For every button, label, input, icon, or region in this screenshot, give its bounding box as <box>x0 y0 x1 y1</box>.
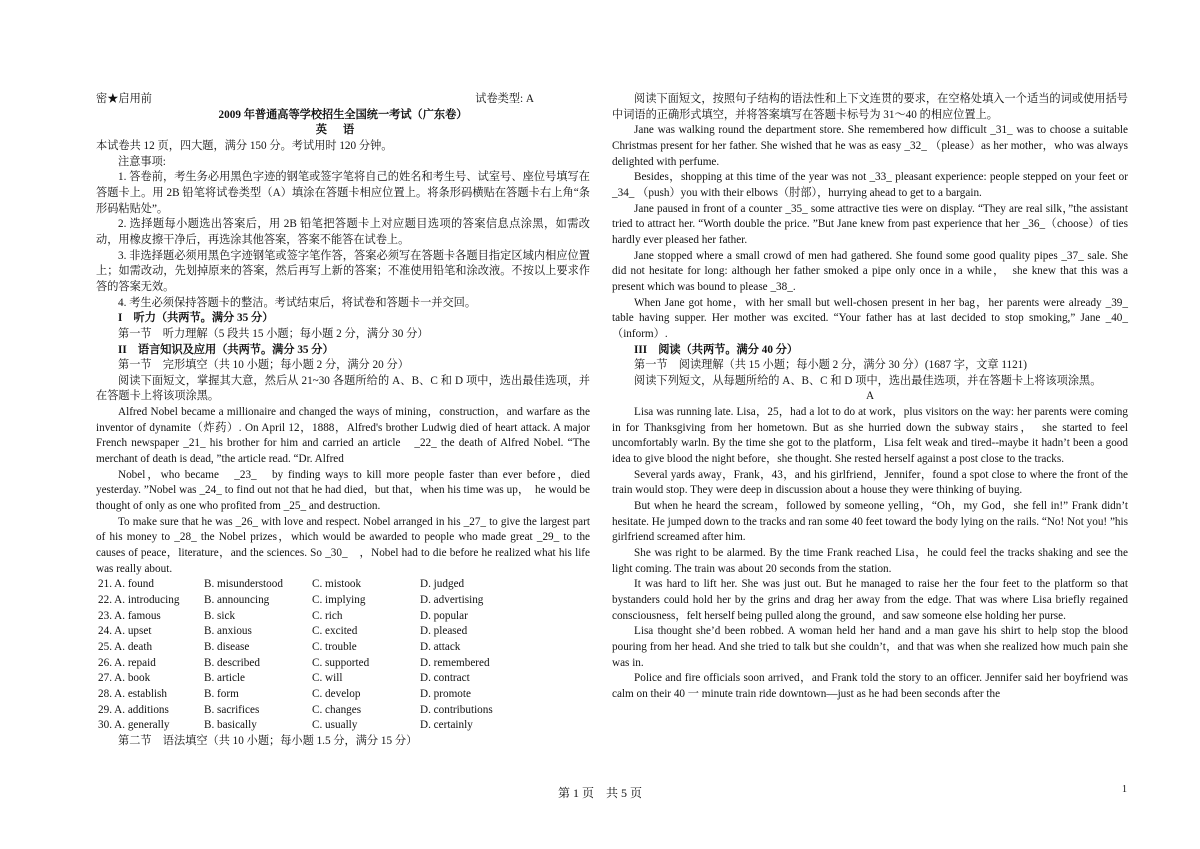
option-d: D. certainly <box>420 719 473 732</box>
part3-heading: III 阅读（共两节。满分 40 分） <box>634 343 799 356</box>
subject-title: 英语 <box>315 124 371 137</box>
option-d: D. promote <box>420 687 471 700</box>
part1-heading: I 听力（共两节。满分 35 分） <box>118 312 274 325</box>
option-d: D. advertising <box>420 594 484 606</box>
option-c: C. excited <box>312 625 358 638</box>
part2-heading: II 语言知识及应用（共两节。满分 35 分） <box>118 343 334 356</box>
reading-instructions: 阅读下列短文，从每题所给的 A、B、C 和 D 项中，选出最佳选项，并在答题卡上将该项涂黑。 <box>634 374 1102 387</box>
option-row <box>98 687 530 703</box>
option-a: 21. A. found <box>98 578 154 591</box>
option-a: 27. A. book <box>98 672 151 685</box>
option-row <box>98 671 530 687</box>
passage-paragraph-5: It was hard to lift her. She was just out. But he managed to raise her the four feet to the platform so that bystanders could hold her by the grins and drag her away from the edge. That was where Lisa briefly regained consciousness，felt herself being pulled along the ground，and saw someone else holding her purse. <box>612 578 1128 622</box>
cloze-instructions: 阅读下面短文，掌握其大意，然后从 21~30 各题所给的 A、B、C 和 D 项中，选出最佳选项，并在答题卡上将该项涂黑。 <box>96 374 590 403</box>
option-row <box>98 609 530 625</box>
grammar-paragraph-1: Jane was walking round the department store. She remembered how difficult _31_ was to choose a suitable Christmas present for her father. She wished that he was as easy _32_ （please）as her mother，who was always delighted with perfume. <box>612 124 1128 168</box>
passage-label: A <box>865 390 875 403</box>
part3-section1: 第一节 阅读理解（共 15 小题；每小题 2 分，满分 30 分）(1687 字，文章 1121) <box>634 359 1028 372</box>
option-a: 22. A. introducing <box>98 594 180 606</box>
paper-type: 试卷类型: A <box>475 93 534 105</box>
option-c: C. usually <box>312 719 358 732</box>
right-column <box>612 92 1128 703</box>
option-d: D. contributions <box>420 703 493 716</box>
option-c: C. changes <box>312 703 362 716</box>
exam-summary: 本试卷共 12 页，四大题，满分 150 分。考试用时 120 分钟。 <box>96 139 393 152</box>
grammar-paragraph-4: Jane stopped where a small crowd of men had gathered. She found some good quality pipes _37_ sale. She did not hesitate for long: although her father smoked a pipe only once in a while， she knew that this was a present which was bound to please _38_. <box>612 249 1128 293</box>
exam-title: 2009 年普通高等学校招生全国统一考试（广东卷） <box>218 108 468 121</box>
option-row <box>98 656 530 672</box>
option-c: C. develop <box>312 687 361 700</box>
option-row <box>98 593 530 609</box>
page-number: 1 <box>1122 784 1127 795</box>
notes-title: 注意事项: <box>118 155 166 168</box>
part1-section1: 第一节 听力理解（5 段共 15 小题；每小题 2 分，满分 30 分） <box>118 327 429 340</box>
option-c: C. will <box>312 672 343 685</box>
cloze-paragraph-1: Alfred Nobel became a millionaire and changed the ways of mining，construction，and warfare as the inventor of dynamite（炸药）. On April 12，1888，Alfred's brother Ludwig died of heart attack. A major French newspaper _21_ his brother for him and carried an article _22_ the death of Alfred Nobel. “The merchant of death is dead, ”the article read. “Dr. Alfred <box>96 406 590 466</box>
option-b: B. form <box>204 687 239 700</box>
grammar-instructions: 阅读下面短文，按照句子结构的语法性和上下文连贯的要求，在空格处填入一个适当的词或使用括号中词语的正确形式填空，并将答案填写在答题卡标号为 31～40 的相应位置上。 <box>612 93 1128 121</box>
option-a: 26. A. repaid <box>98 656 156 669</box>
option-row <box>98 718 530 734</box>
part2-section2: 第二节 语法填空（共 10 小题；每小题 1.5 分，满分 15 分） <box>118 734 418 747</box>
passage-paragraph-1: Lisa was running late. Lisa，25，had a lot to do at work，plus visitors on the way: her parents were coming in for Thanksgiving from her hometown. But as she hurried down the subway stairs， she started to feel uncomfortably warln. By the time she got to the platform，Lisa felt weak and tired--maybe it hadn’t been a good idea to give blood the night before，she thought. She rested herself against a post close to the tracks. <box>612 406 1128 466</box>
option-c: C. implying <box>312 594 366 606</box>
option-row <box>98 703 530 719</box>
note-4: 4. 考生必须保持答题卡的整洁。考试结束后，将试卷和答题卡一并交回。 <box>118 296 477 309</box>
option-b: B. sick <box>204 609 236 622</box>
option-b: B. described <box>204 656 260 669</box>
passage-paragraph-3: But when he heard the scream，followed by someone yelling，“Oh，my God，she fell in!” Frank didn’t hesitate. He jumped down to the tracks and ran some 40 feet toward the body lying on the rails. “No! Not you! ”his girlfriend screamed after him. <box>612 500 1128 544</box>
option-d: D. popular <box>420 609 468 622</box>
note-3: 3. 非选择题必须用黑色字迹钢笔或签字笔作答，答案必须写在答题卡各题目指定区域内相应位置上；如需改动，先划掉原来的答案，然后再写上新的答案；不准使用铅笔和涂改液。不按以上要求作答的答案无效。 <box>96 249 590 293</box>
option-row <box>98 624 530 640</box>
option-d: D. pleased <box>420 625 468 638</box>
option-a: 29. A. additions <box>98 703 169 716</box>
option-a: 30. A. generally <box>98 719 170 732</box>
option-b: B. announcing <box>204 594 270 606</box>
option-row <box>98 640 530 656</box>
grammar-paragraph-3: Jane paused in front of a counter _35_ some attractive ties were on display. “They are real silk，”the assistant tried to attract her. “Worth double the price. ”But Jane knew from past experience that her _36_（choose）of ties hardly ever pleased her father. <box>612 202 1128 246</box>
note-1: 1. 答卷前，考生务必用黑色字迹的钢笔或签字笔将自己的姓名和考生号、试室号、座位号填写在答题卡上。用 2B 铅笔将试卷类型（A）填涂在答题卡相应位置上。将条形码横贴在答题卡右上角“条形码粘贴处”。 <box>96 171 590 215</box>
option-a: 25. A. death <box>98 640 153 653</box>
passage-paragraph-4: She was right to be alarmed. By the time Frank reached Lisa，he could feel the tracks shaking and see the light coming. The train was about 20 seconds from the station. <box>612 547 1128 575</box>
page-footer: 第 1 页 共 5 页 <box>557 786 642 800</box>
option-c: C. mistook <box>312 578 362 591</box>
grammar-paragraph-2: Besides，shopping at this time of the year was not _33_ pleasant experience: people stepped on your feet or _34_ （push）you with their elbows（肘部），hurrying ahead to get to a bargain. <box>612 171 1128 199</box>
option-b: B. disease <box>204 640 250 653</box>
passage-paragraph-7: Police and fire officials soon arrived，and Frank told the story to an officer. Jennifer said her boyfriend was calm on their 40 一 minute train ride downtown—just as he had been seconds after the <box>612 672 1128 700</box>
page-header <box>96 92 590 108</box>
option-row <box>98 577 530 593</box>
option-b: B. anxious <box>204 625 252 638</box>
part2-section1: 第一节 完形填空（共 10 小题；每小题 2 分，满分 20 分） <box>118 359 409 372</box>
passage-paragraph-2: Several yards away，Frank，43，and his girlfriend，Jennifer，found a spot close to where the front of the train would stop. They were deep in discussion about a house they were thinking of buying. <box>612 468 1128 497</box>
note-2: 2. 选择题每小题选出答案后，用 2B 铅笔把答题卡上对应题目选项的答案信息点涂黑，如需改动，用橡皮擦干净后，再选涂其他答案，答案不能答在试卷上。 <box>96 218 590 246</box>
grammar-paragraph-5: When Jane got home，with her small but well-chosen present in her bag，her parents were already _39_ table having supper. Her mother was excited. “Your father has at last decided to stop smoking,” Jane _40_ （inform）. <box>612 296 1128 340</box>
option-b: B. sacrifices <box>204 703 260 716</box>
option-a: 23. A. famous <box>98 609 161 622</box>
option-d: D. contract <box>420 672 470 685</box>
option-b: B. misunderstood <box>204 578 283 591</box>
option-d: D. remembered <box>420 656 490 669</box>
left-column <box>96 92 590 750</box>
cloze-paragraph-2: Nobel，who became _23_ by finding ways to kill more people faster than ever before，died yesterday. ”Nobel was _24_ to find out not that he had died，but that，when his time was up， he would be thought of only as one who profited from _25_ and destruction. <box>96 468 590 513</box>
secret-label: 密★启用前 <box>96 93 152 105</box>
option-a: 28. A. establish <box>98 687 167 700</box>
passage-paragraph-6: Lisa thought she’d been robbed. A woman held her hand and a man gave his shirt to help stop the blood pouring from her head. And she tried to talk but she couldn’t，and that was when she realized how much pain she was in. <box>612 625 1128 669</box>
cloze-paragraph-3: To make sure that he was _26_ with love and respect. Nobel arranged in his _27_ to give the largest part of his money to _28_ the Nobel prizes，which would be awarded to people who made great _29_ to the causes of peace，literature，and the sciences. So _30_ ，Nobel had to die before he realized what his life was really about. <box>96 515 590 575</box>
option-c: C. supported <box>312 656 370 669</box>
option-c: C. rich <box>312 609 343 622</box>
option-b: B. article <box>204 672 246 685</box>
option-b: B. basically <box>204 719 257 732</box>
option-c: C. trouble <box>312 640 357 653</box>
option-d: D. judged <box>420 578 465 591</box>
cloze-options-table <box>98 577 530 734</box>
option-d: D. attack <box>420 640 461 653</box>
option-a: 24. A. upset <box>98 625 152 638</box>
